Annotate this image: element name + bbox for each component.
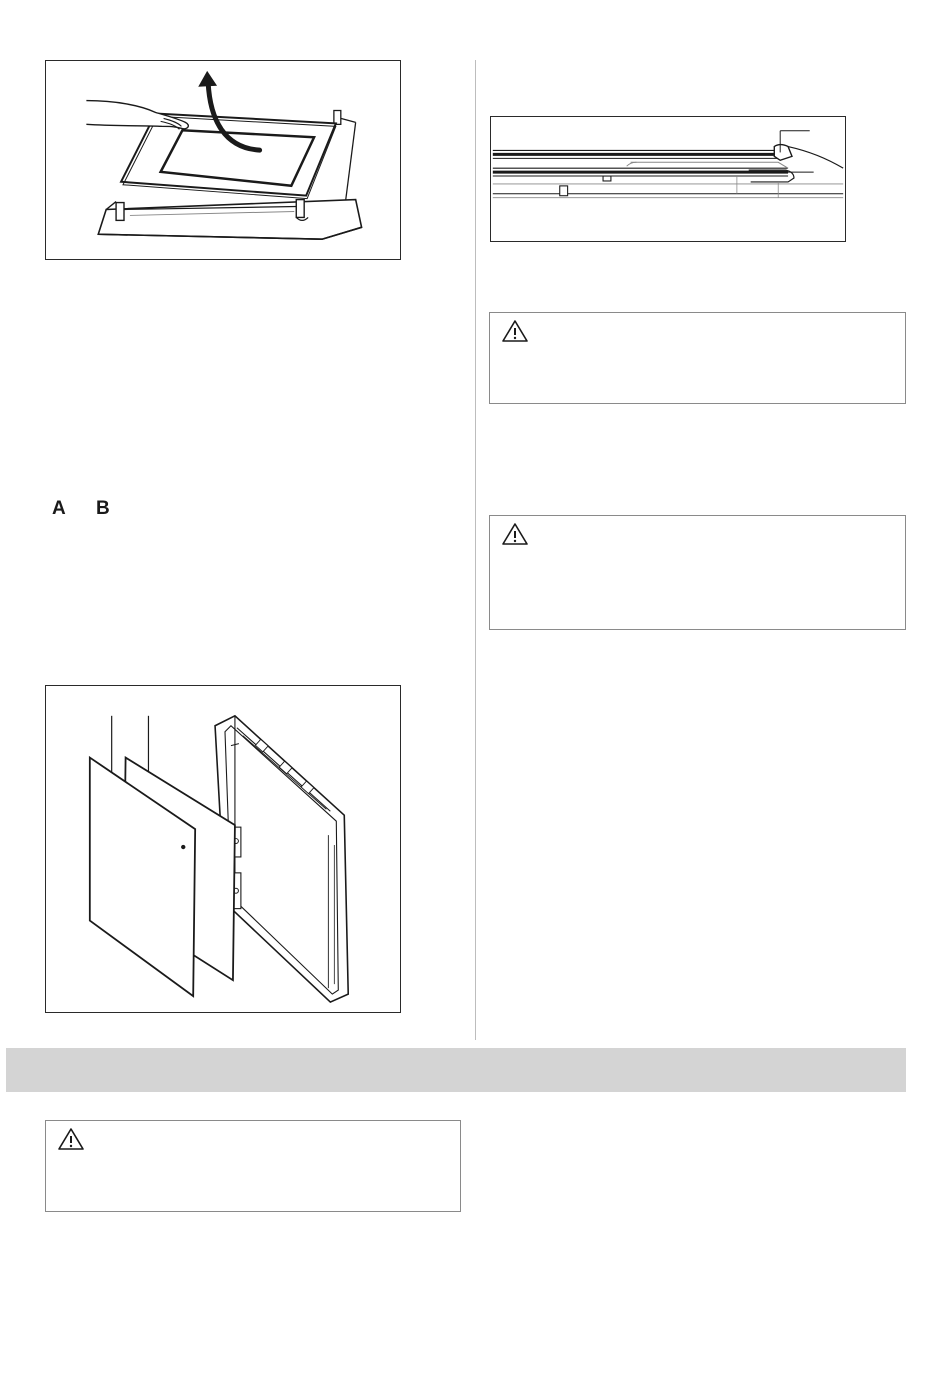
column-divider [475,60,476,1040]
lift-glass-illustration [46,61,400,259]
warning-box-1 [489,312,906,404]
figure-lift-glass [45,60,401,260]
warning-box-3 [45,1120,461,1212]
figure-door-panels [45,685,401,1013]
warning-box-2 [489,515,906,630]
label-b: B [96,498,110,519]
door-profile-illustration [491,117,845,241]
label-a: A [52,498,66,519]
warning-triangle-icon [58,1127,84,1151]
section-heading-band [6,1048,906,1092]
warning-triangle-icon [502,522,528,546]
figure-door-profile [490,116,846,242]
warning-triangle-icon [502,319,528,343]
door-panels-illustration [46,686,400,1012]
